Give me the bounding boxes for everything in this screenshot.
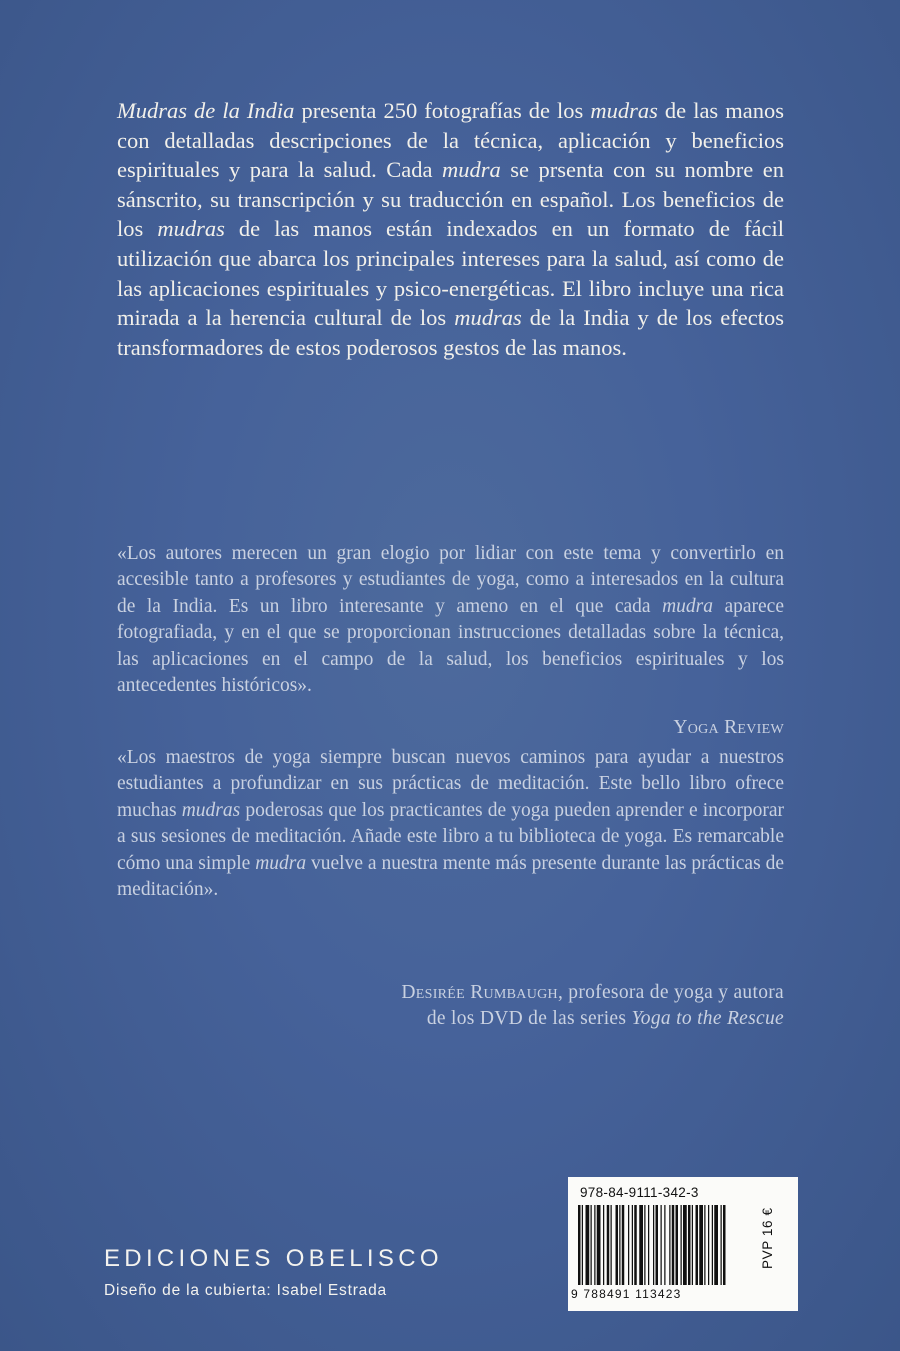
- barcode-bar: [688, 1205, 691, 1285]
- blurb-term: mudras: [157, 216, 225, 242]
- blurb-term: mudras: [454, 305, 522, 331]
- quote-term: mudra: [662, 595, 713, 617]
- barcode-bar: [723, 1205, 726, 1285]
- blurb-text: de las manos están indexados en un formato de fácil utilización que abarca los principales intereses para la salud, así como de las aplicaciones espirituales y psico-energéticas. El libro incluye una rica mirada a la herencia cultural de los: [117, 216, 784, 331]
- quote-text: «Los maestros de yoga siempre buscan nuevos caminos para ayudar a nuestros estudiantes a profundizar en sus prácticas de meditación. Este bello libro ofrece muchas: [117, 747, 784, 821]
- barcode-bar: [586, 1205, 590, 1285]
- barcode-bar: [591, 1205, 592, 1285]
- barcode-bar: [696, 1205, 699, 1285]
- barcode-bar: [708, 1205, 709, 1285]
- quote-text: aparece fotografiada, y en el que se proporcionan instrucciones detalladas sobre la técnica, las aplicaciones en el campo de la salud, los beneficios espirituales y los antecedentes históricos».: [117, 595, 784, 697]
- barcode-bar: [616, 1205, 619, 1285]
- review-source-1: Yoga Review: [673, 717, 784, 738]
- barcode-bar: [656, 1205, 659, 1285]
- barcode-bar: [712, 1205, 713, 1285]
- barcode-bar: [639, 1205, 643, 1285]
- reviewer-role: , profesora de yoga y autora: [557, 982, 784, 1003]
- barcode-bar: [648, 1205, 649, 1285]
- blurb-text: se prsenta con su nombre en sánscrito, su transcripción y su traducción en español. Los beneficios de los: [117, 157, 784, 242]
- review-quote-2: [117, 745, 784, 903]
- book-description: [117, 96, 784, 362]
- publisher-name: EDICIONES OBELISCO: [104, 1245, 443, 1272]
- barcode-bar: [664, 1205, 665, 1285]
- reviewer-name: Desirée Rumbaugh: [401, 982, 558, 1003]
- barcode-bar: [619, 1205, 620, 1285]
- review-quote-1: [117, 541, 784, 699]
- blurb-text: presenta 250 fotografías de los: [294, 98, 591, 123]
- quote-text: «Los autores merecen un gran elogio por lidiar con este tema y convertirlo en accesible tanto a profesores y estudiantes de yoga, como a interesados en la cultura de la India. Es un libro interesante y ameno en el que cada: [117, 543, 784, 617]
- blurb-text: de las manos con detalladas descripciones de la técnica, aplicación y beneficios espirituales y para la salud. Cada: [117, 98, 784, 183]
- quote-text: poderosas que los practicantes de yoga pueden aprender e incorporar a sus sesiones de meditación. Añade este libro a tu biblioteca de yoga. Es remarcable cómo una simple: [117, 799, 784, 874]
- barcode-bar: [597, 1205, 601, 1285]
- dvd-series-title: Yoga to the Rescue: [631, 1008, 784, 1030]
- price-label: PVP 16 €: [760, 1207, 775, 1269]
- barcode-bar: [683, 1205, 687, 1285]
- barcode-bar: [628, 1205, 629, 1285]
- barcode-label: [568, 1177, 798, 1311]
- barcode-bar: [672, 1205, 675, 1285]
- barcode-bar: [644, 1205, 645, 1285]
- barcode-bar: [714, 1205, 718, 1285]
- barcode-bar: [681, 1205, 682, 1285]
- book-title: Mudras de la India: [117, 98, 295, 123]
- reviewer-role: de los DVD de las series: [426, 1008, 632, 1030]
- blurb-term: mudra: [442, 157, 501, 183]
- isbn-text: 978-84-9111-342-3: [580, 1185, 699, 1200]
- barcode-bar: [634, 1205, 637, 1285]
- barcode-bar: [661, 1205, 662, 1285]
- quote-text: vuelve a nuestra mente más presente durante las prácticas de meditación».: [117, 852, 784, 901]
- barcode-bar: [632, 1205, 633, 1285]
- barcode-bar: [699, 1205, 703, 1285]
- barcode-bar: [611, 1205, 612, 1285]
- barcode-bar: [653, 1205, 654, 1285]
- blurb-term: mudras: [590, 98, 658, 123]
- review-source-2: [401, 980, 784, 1033]
- barcode-bar: [669, 1205, 670, 1285]
- barcode-bar: [607, 1205, 610, 1285]
- barcode-bar: [721, 1205, 722, 1285]
- barcode-bar: [704, 1205, 705, 1285]
- barcode-bar: [603, 1205, 604, 1285]
- barcode-bar: [622, 1205, 625, 1285]
- barcode-bar: [582, 1205, 583, 1285]
- quote-term: mudras: [181, 799, 241, 821]
- cover-design-credit: Diseño de la cubierta: Isabel Estrada: [104, 1282, 387, 1299]
- barcode-bar: [578, 1205, 581, 1285]
- barcode-digits: 9 788491 113423: [571, 1287, 682, 1301]
- barcode-bar: [594, 1205, 595, 1285]
- barcode-icon: [578, 1205, 754, 1285]
- barcode-bar: [692, 1205, 693, 1285]
- barcode-bar: [676, 1205, 679, 1285]
- quote-term: mudra: [255, 852, 307, 874]
- blurb-text: de la India y de los efectos transformadores de estos poderosos gestos de las manos.: [117, 305, 784, 360]
